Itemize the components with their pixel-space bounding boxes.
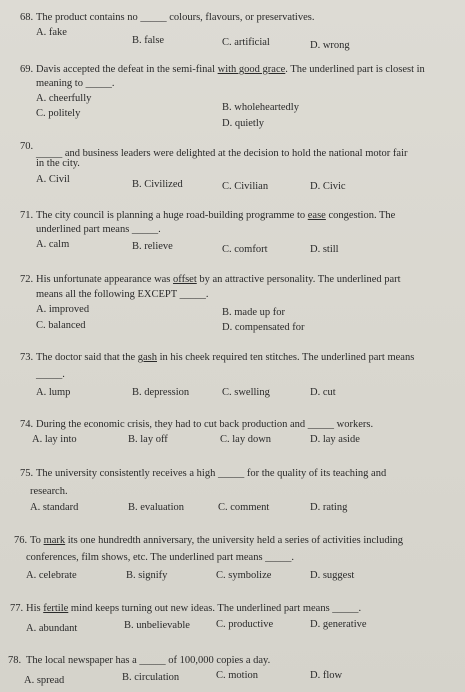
option-b[interactable]: B. circulation [122,672,180,683]
option-a[interactable]: A. celebrate [26,570,77,581]
option-d[interactable]: D. still [310,244,339,255]
question-number: 70. [20,141,34,152]
option-d[interactable]: D. flow [310,670,343,681]
option-d[interactable]: D. suggest [310,570,355,581]
option-c[interactable]: C. comment [218,502,270,513]
underlined-word: offset [173,274,197,285]
option-b[interactable]: B. unbelievable [124,620,190,631]
question-stem-cont: _____. [36,369,65,380]
question-stem: The local newspaper has a _____ of 100,000 copies a day. [26,655,271,666]
option-b[interactable]: B. wholeheartedly [222,102,299,113]
question-stem: The city council is planning a huge road-building programme to ease congestion. The [36,210,396,221]
question-stem-cont: in the city. [36,158,80,169]
question-stem: During the economic crisis, they had to cut back production and _____ workers. [36,419,374,430]
question-number: 69. [20,64,34,75]
underlined-word: fertile [43,603,69,614]
option-b[interactable]: B. depression [132,387,190,398]
option-d[interactable]: D. cut [310,387,336,398]
question-number: 75. [20,468,34,479]
option-a[interactable]: A. abundant [26,623,78,634]
question-number: 78. [8,655,22,666]
option-c[interactable]: C. balanced [36,320,86,331]
option-c[interactable]: C. politely [36,108,81,119]
option-b[interactable]: B. evaluation [128,502,184,513]
option-d[interactable]: D. lay aside [310,434,360,445]
option-a[interactable]: A. lump [36,387,71,398]
option-b[interactable]: B. Civilized [132,179,183,190]
underlined-phrase: with good grace [217,64,286,75]
option-c[interactable]: C. lay down [220,434,272,445]
option-a[interactable]: A. fake [36,27,67,38]
question-stem: His unfortunate appearance was offset by an attractive personality. The underlined part [36,274,401,285]
option-d[interactable]: D. rating [310,502,348,513]
option-a[interactable]: A. lay into [32,434,77,445]
question-stem: _____ and business leaders were delighted at the decision to hold the national motor fair [36,148,408,159]
option-c[interactable]: C. Civilian [222,181,269,192]
option-d[interactable]: D. Civic [310,181,346,192]
question-number: 71. [20,210,34,221]
question-number: 68. [20,12,34,23]
question-stem: The doctor said that the gash in his cheek required ten stitches. The underlined part means [36,352,415,363]
question-number: 73. [20,352,34,363]
underlined-word: gash [137,352,158,363]
option-d[interactable]: D. compensated for [222,322,305,333]
question-stem: Davis accepted the defeat in the semi-final with good grace. The underlined part is closest in [36,64,425,75]
question-number: 74. [20,419,34,430]
question-stem-cont: conferences, film shows, etc. The underlined part means _____. [26,552,295,563]
question-number: 72. [20,274,34,285]
option-b[interactable]: B. signify [126,570,168,581]
question-stem-cont: underlined part means _____. [36,224,161,235]
option-c[interactable]: C. artificial [222,37,270,48]
question-stem: His fertile mind keeps turning out new ideas. The underlined part means _____. [26,603,362,614]
option-d[interactable]: D. wrong [310,40,350,51]
option-c[interactable]: C. motion [216,670,259,681]
question-stem-cont: meaning to _____. [36,78,115,89]
question-stem-cont: research. [30,486,68,497]
option-a[interactable]: A. spread [24,675,65,686]
option-a[interactable]: A. improved [36,304,90,315]
question-stem: To mark its one hundredth anniversary, the university held a series of activities including [30,535,403,546]
option-b[interactable]: B. false [132,35,165,46]
option-a[interactable]: A. calm [36,239,70,250]
question-stem: The university consistently receives a high _____ for the quality of its teaching and [36,468,387,479]
option-c[interactable]: C. productive [216,619,274,630]
question-stem: The product contains no _____ colours, flavours, or preservatives. [36,12,315,23]
option-c[interactable]: C. comfort [222,244,268,255]
option-b[interactable]: B. made up for [222,307,285,318]
underlined-word: mark [43,535,66,546]
option-d[interactable]: D. generative [310,619,367,630]
question-stem-cont: means all the following EXCEPT _____. [36,289,209,300]
underlined-word: ease [307,210,326,221]
option-a[interactable]: A. Civil [36,174,70,185]
option-c[interactable]: C. swelling [222,387,270,398]
question-number: 76. [14,535,28,546]
option-d[interactable]: D. quietly [222,118,264,129]
option-a[interactable]: A. standard [30,502,79,513]
option-b[interactable]: B. relieve [132,241,173,252]
option-c[interactable]: C. symbolize [216,570,272,581]
option-a[interactable]: A. cheerfully [36,93,92,104]
option-b[interactable]: B. lay off [128,434,168,445]
question-number: 77. [10,603,24,614]
